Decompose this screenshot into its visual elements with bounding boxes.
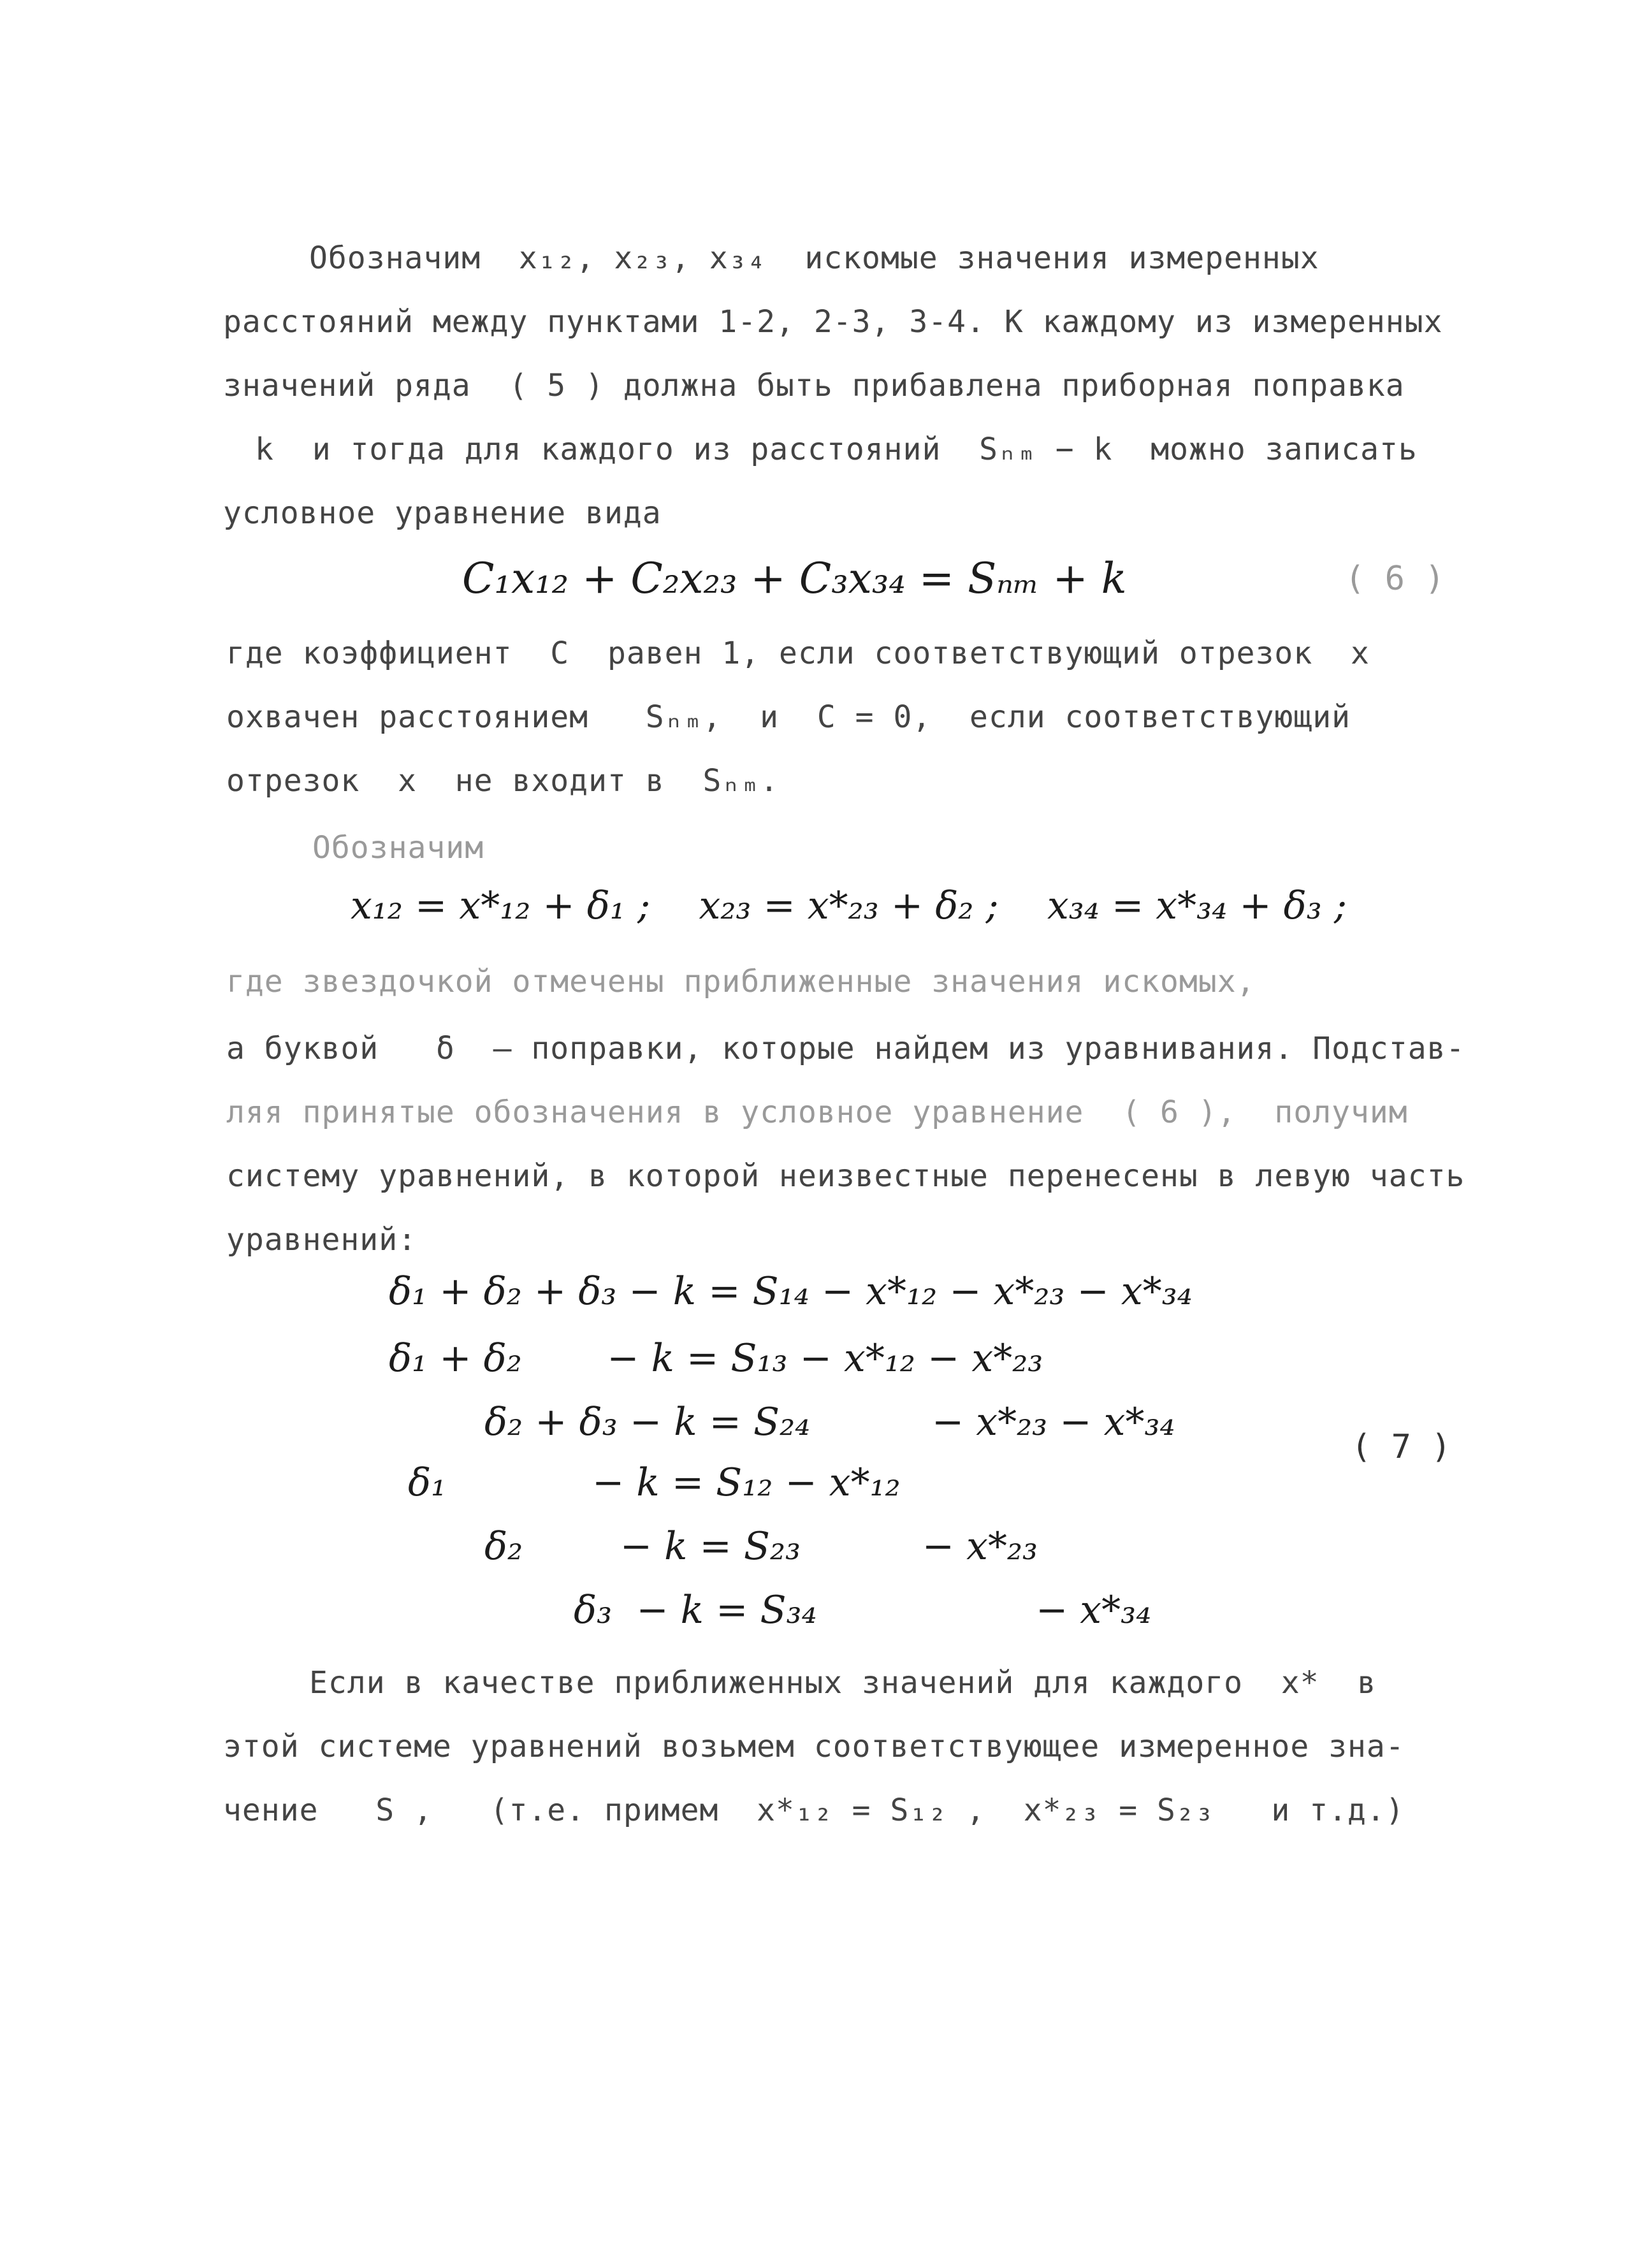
text-line: Обозначим x₁₂, x₂₃, x₃₄ искомые значения измеренных — [309, 240, 1319, 276]
system-7-row: δ₃ − k = S₃₄ − x*₃₄ — [574, 1588, 1152, 1632]
text-line: условное уравнение вида — [223, 495, 662, 531]
equation-6: C₁x₁₂ + C₂x₂₃ + C₃x₃₄ = Sₙₘ + k — [462, 554, 1127, 603]
text-line: отрезок x не входит в Sₙₘ. — [226, 763, 780, 799]
text-line: значений ряда ( 5 ) должна быть прибавлена приборная поправка — [223, 368, 1405, 403]
system-7-row: δ₁ + δ₂ − k = S₁₃ − x*₁₂ − x*₂₃ — [389, 1336, 1043, 1381]
text-line: охвачен расстоянием Sₙₘ, и C = 0, если соответствующий — [226, 699, 1351, 735]
equation-number-6: ( 6 ) — [1345, 560, 1445, 598]
text-line: Обозначим — [312, 830, 484, 866]
text-line: где коэффициент C равен 1, если соответствующий отрезок x — [226, 636, 1370, 671]
text-line: Если в качестве приближенных значений для каждого x* в — [309, 1665, 1377, 1701]
system-7-row: δ₂ + δ₃ − k = S₂₄ − x*₂₃ − x*₃₄ — [484, 1400, 1175, 1444]
text-line: расстояний между пунктами 1-2, 2-3, 3-4. К каждому из измеренных — [223, 304, 1443, 340]
text-line: уравнений: — [226, 1222, 417, 1258]
substitution-equations: x₁₂ = x*₁₂ + δ₁ ; x₂₃ = x*₂₃ + δ₂ ; x₃₄ = x*₃₄ + δ₃ ; — [351, 883, 1347, 928]
text-line: где звездочкой отмечены приближенные значения искомых, — [226, 964, 1256, 1000]
text-line: а буквой δ – поправки, которые найдем из уравнивания. Подстав- — [226, 1031, 1465, 1066]
text-line: ляя принятые обозначения в условное уравнение ( 6 ), получим — [226, 1094, 1408, 1130]
text-line: систему уравнений, в которой неизвестные перенесены в левую часть — [226, 1158, 1465, 1194]
system-7-row: δ₂ − k = S₂₃ − x*₂₃ — [484, 1524, 1038, 1569]
system-7-row: δ₁ − k = S₁₂ − x*₁₂ — [408, 1460, 901, 1505]
text-line: k и тогда для каждого из расстояний Sₙₘ − k можно записать — [255, 432, 1418, 467]
text-line: этой системе уравнений возьмем соответствующее измеренное зна- — [223, 1729, 1405, 1764]
text-line: чение S , (т.е. примем x*₁₂ = S₁₂ , x*₂₃ = S₂₃ и т.д.) — [223, 1792, 1405, 1828]
equation-number-7: ( 7 ) — [1351, 1428, 1451, 1466]
system-7-row: δ₁ + δ₂ + δ₃ − k = S₁₄ − x*₁₂ − x*₂₃ − x*₃₄ — [389, 1269, 1193, 1314]
